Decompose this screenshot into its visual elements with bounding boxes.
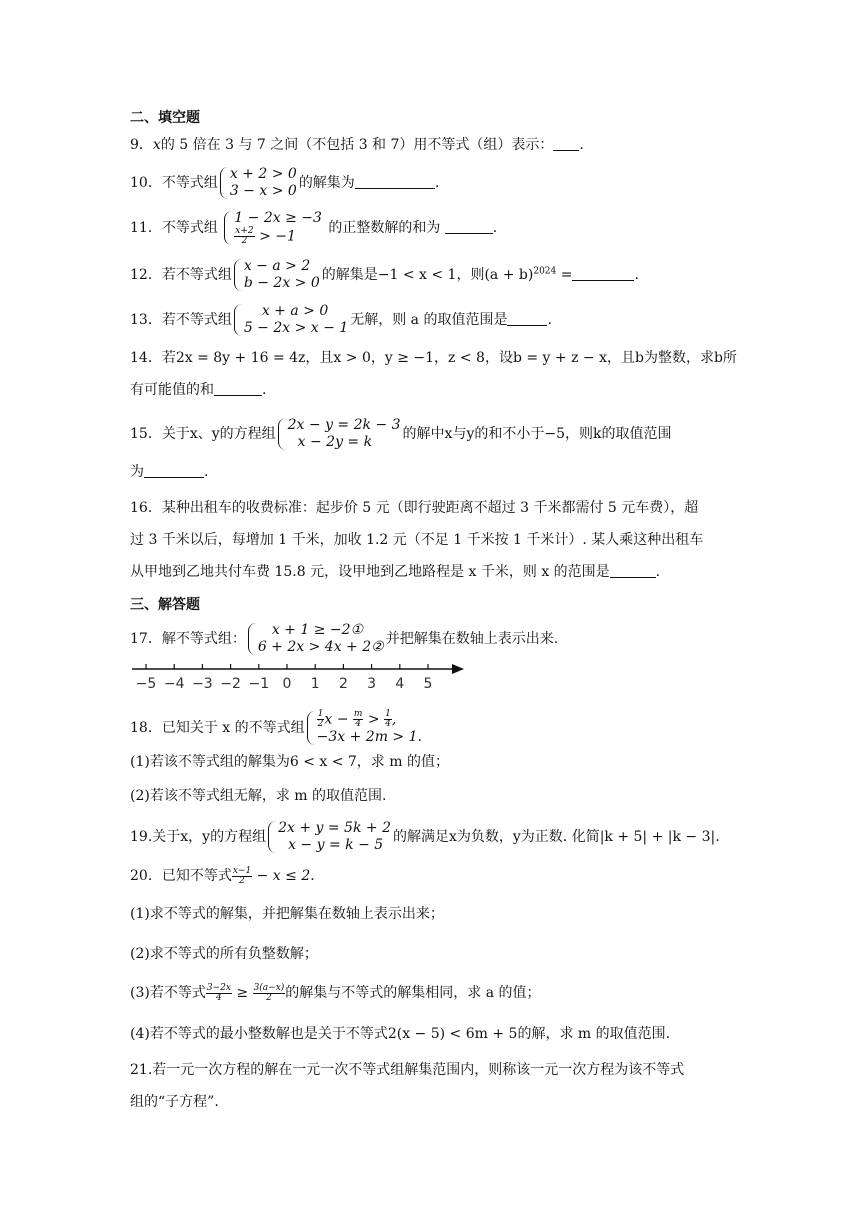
- q19-system: 2x + y = 5k + 2 x − y = k − 5: [268, 820, 391, 854]
- question-20-part1: (1)求不等式的解集，并把解集在数轴上表示出来；: [130, 906, 444, 922]
- q10-answer-blank[interactable]: [355, 174, 435, 189]
- question-12: 12．若不等式组 x − a > 2 b − 2x > 0 的解集是−1 < x < 1，则$(a + b)^{2024}$ = .: [130, 258, 639, 291]
- number-line-tick-label: −5: [135, 676, 157, 692]
- number-line-tick-label: 5: [423, 676, 433, 692]
- question-14-cont: 有可能值的和 .: [130, 382, 267, 398]
- question-20: 20．已知不等式 $\frac{x-1}{2}$ − x ≤ 2.: [130, 865, 315, 886]
- question-21: 21.若一元一次方程的解在一元一次不等式组解集范围内，则称该一元一次方程为该不等式: [130, 1062, 685, 1078]
- q12-answer-blank[interactable]: [572, 266, 634, 281]
- q9-number: 9．: [130, 137, 153, 153]
- number-line-tick-label: −4: [163, 676, 185, 692]
- question-15-cont: 为 .: [130, 464, 209, 480]
- question-20-part4: (4)若不等式的最小整数解也是关于不等式2(x − 5) < 6m + 5的解，求 m 的取值范围.: [130, 1026, 671, 1042]
- arrow-right-icon: [452, 664, 464, 674]
- q9-var: x: [152, 137, 161, 153]
- number-line-tick-label: 2: [338, 676, 348, 692]
- number-line-tick-label: 0: [282, 676, 292, 692]
- question-10: 10．不等式组 x + 2 > 0 3 − x > 0 的解集为 .: [130, 166, 440, 199]
- q11-system: 1 − 2x ≥ −3 $\frac{x+2}{2}$ > −1: [224, 210, 322, 246]
- question-13: 13．若不等式组 x + a > 0 5 − 2x > x − 1 无解，则 a 的取值范围是 .: [130, 303, 552, 336]
- question-20-part3: (3)若不等式 $\frac{3-2x}{4}$ ≥ $\frac{3(a-x)}{2}$ 的解集与不等式的解集相同，求 a 的值；: [130, 982, 541, 1003]
- number-line-tick-label: −2: [220, 676, 241, 692]
- number-line-tick-label: 1: [310, 676, 320, 692]
- question-21-cont: 组的“子方程”.: [130, 1094, 219, 1110]
- number-line-tick-label: 3: [367, 676, 377, 692]
- q18-system: $\frac{1}{2}$ x − $\frac{m}{4}$ > $\frac{1}{4}$ , −3x + 2m > 1.: [307, 710, 422, 746]
- q15-system: 2x − y = 2k − 3 x − 2y = k: [278, 417, 401, 451]
- section-fill-heading: 二、填空题: [130, 110, 200, 126]
- question-15: 15．关于x、y的方程组 2x − y = 2k − 3 x − 2y = k 的解中x与y的和不小于−5，则k的取值范围: [130, 417, 672, 450]
- question-14: 14．若2x = 8y + 16 = 4z，且x > 0，y ≥ −1，z < 8，设b = y + z − x，且b为整数，求b所: [130, 350, 737, 366]
- q9-text: 的 5 倍在 3 与 7 之间（不包括 3 和 7）用不等式（组）表示：: [160, 137, 554, 153]
- q14-answer-blank[interactable]: [214, 381, 262, 396]
- q11-answer-blank[interactable]: [445, 219, 493, 234]
- q10-system: x + 2 > 0 3 − x > 0: [220, 166, 297, 200]
- number-line-tick-label: 4: [395, 676, 405, 692]
- q12-system: x − a > 2 b − 2x > 0: [234, 258, 320, 292]
- q17-system: x + 1 ≥ −2① 6 + 2x > 4x + 2②: [248, 622, 384, 656]
- number-line: [130, 660, 470, 692]
- question-16: 16．某种出租车的收费标准：起步价 5 元（即行驶距离不超过 3 千米都需付 5 元车费），超: [130, 500, 699, 516]
- question-11: 11．不等式组 1 − 2x ≥ −3 $\frac{x+2}{2}$ > −1 的正整数解的和为 .: [130, 210, 498, 246]
- q13-system: x + a > 0 5 − 2x > x − 1: [234, 303, 348, 337]
- question-9: 9．x的 5 倍在 3 与 7 之间（不包括 3 和 7）用不等式（组）表示： .: [130, 137, 584, 153]
- number-line-tick-label: −1: [248, 676, 270, 692]
- q16-answer-blank[interactable]: [610, 563, 656, 578]
- question-18: 18．已知关于 x 的不等式组 $\frac{1}{2}$ x − $\frac{m}{4}$ > $\frac{1}{4}$ , −3x + 2m > 1.: [130, 709, 422, 745]
- question-20-part2: (2)求不等式的所有负整数解；: [130, 946, 318, 962]
- q13-answer-blank[interactable]: [507, 311, 547, 326]
- question-18-part2: (2)若该不等式组无解，求 m 的取值范围.: [130, 788, 387, 804]
- number-line-tick-label: −3: [192, 676, 213, 692]
- section-solve-heading: 三、解答题: [130, 597, 200, 613]
- question-19: 19.关于x，y的方程组 2x + y = 5k + 2 x − y = k − 5 的解满足x为负数，y为正数. 化简|k + 5| + |k − 3|.: [130, 820, 720, 853]
- question-16-line2: 过 3 千米以后，每增加 1 千米，加收 1.2 元（不足 1 千米按 1 千米计）. 某人乘这种出租车: [130, 532, 704, 548]
- q9-answer-blank[interactable]: [553, 136, 579, 151]
- question-16-line3: 从甲地到乙地共付车费 15.8 元，设甲地到乙地路程是 x 千米，则 x 的范围是 .: [130, 564, 661, 580]
- question-17: 17．解不等式组： x + 1 ≥ −2① 6 + 2x > 4x + 2② 并把解集在数轴上表示出来.: [130, 622, 559, 655]
- q15-answer-blank[interactable]: [144, 463, 204, 478]
- question-18-part1: (1)若该不等式组的解集为6 < x < 7，求 m 的值；: [130, 754, 449, 770]
